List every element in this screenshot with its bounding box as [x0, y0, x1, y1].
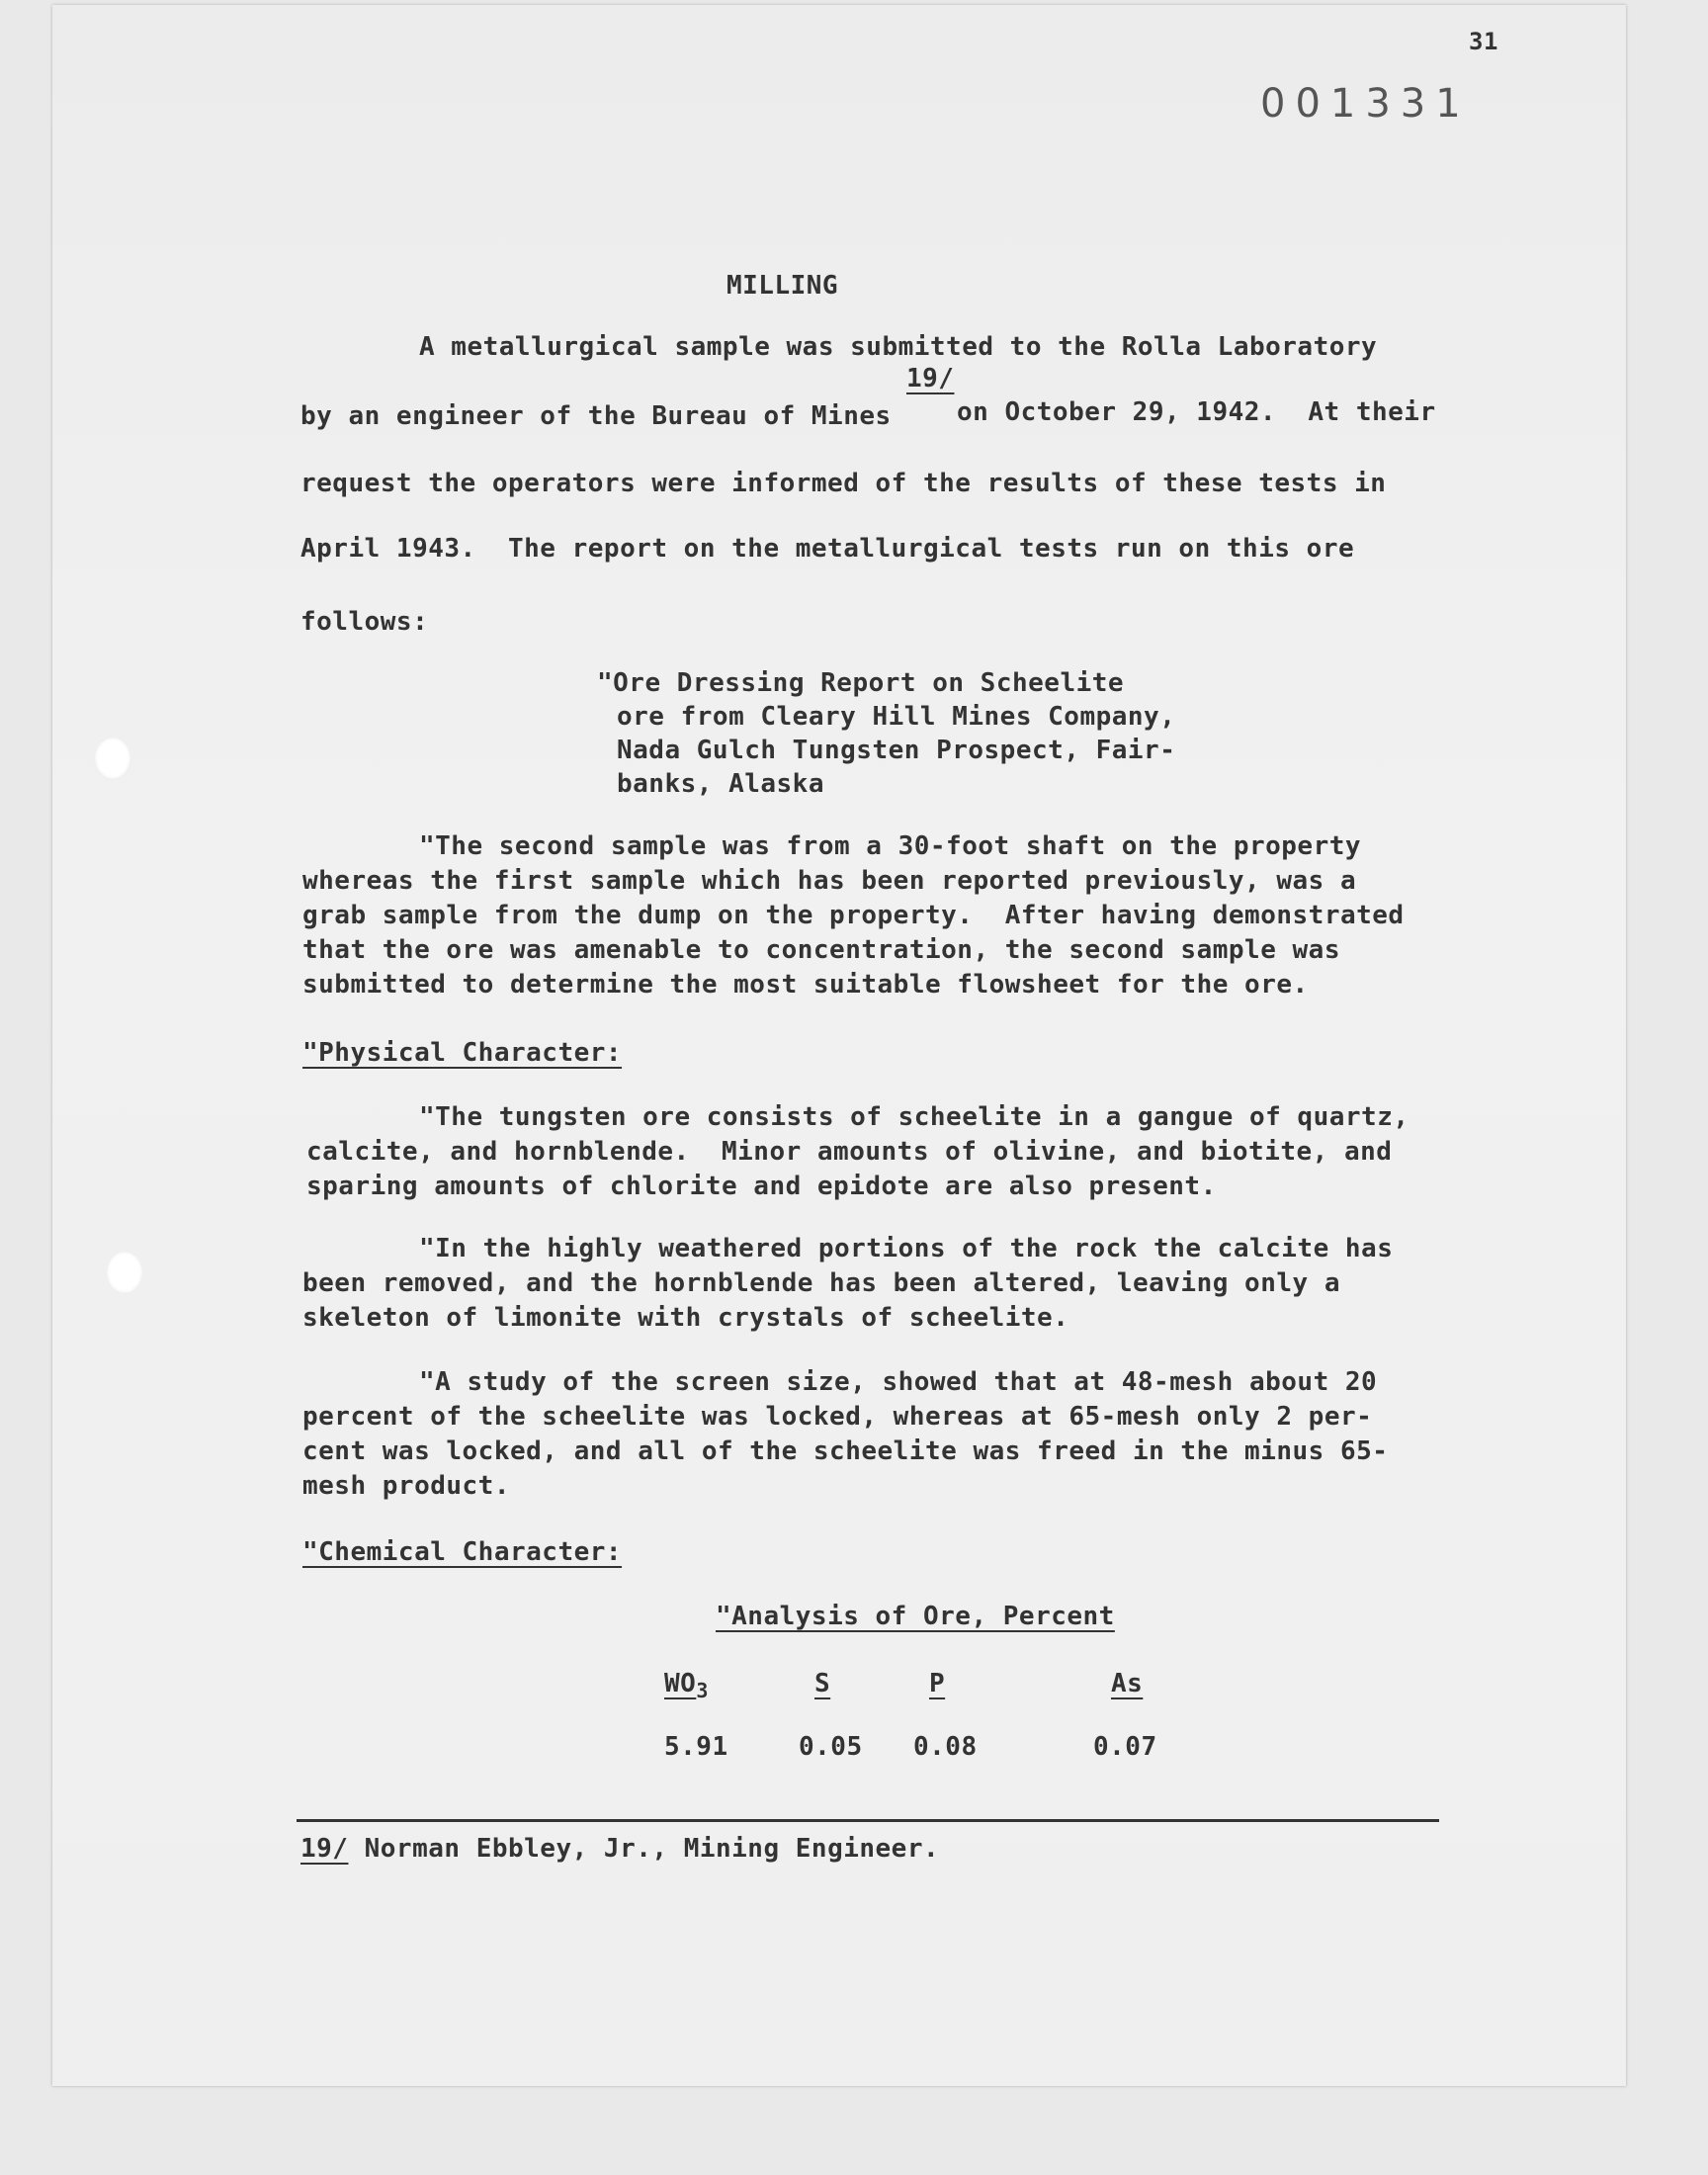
- footnote-reference: 19/: [906, 364, 955, 393]
- footnote-text: Norman Ebbley, Jr., Mining Engineer.: [348, 1834, 940, 1864]
- binder-hole-top: [94, 737, 131, 780]
- binder-hole-bottom: [106, 1251, 143, 1294]
- table-header-wo3: $WO_3$: [664, 1669, 709, 1703]
- footnote: [300, 1834, 939, 1864]
- paragraph-line: cent was locked, and all of the scheelite was freed in the minus 65-: [302, 1436, 1389, 1466]
- paragraph-line: whereas the first sample which has been reported previously, was a: [302, 866, 1357, 896]
- table-header-as: As: [1111, 1669, 1144, 1698]
- table-cell-wo3: 5.91: [664, 1732, 728, 1762]
- table-cell-as: 0.07: [1093, 1732, 1157, 1762]
- paragraph-line: "In the highly weathered portions of the rock the calcite has: [419, 1234, 1394, 1263]
- paragraph-line: sparing amounts of chlorite and epidote are also present.: [306, 1172, 1217, 1201]
- page-number: 31: [1469, 28, 1498, 55]
- table-cell-p: 0.08: [913, 1732, 978, 1762]
- paragraph-line: been removed, and the hornblende has been altered, leaving only a: [302, 1268, 1340, 1298]
- footnote-rule: [297, 1819, 1439, 1822]
- report-title-line: banks, Alaska: [617, 769, 824, 799]
- paragraph-line: "The tungsten ore consists of scheelite in a gangue of quartz,: [419, 1102, 1409, 1132]
- intro-line-3: request the operators were informed of the results of these tests in: [300, 469, 1387, 498]
- footnote-marker: 19/: [300, 1834, 349, 1864]
- table-header-p: P: [929, 1669, 946, 1698]
- intro-line-5: follows:: [300, 607, 429, 637]
- intro-line-1: A metallurgical sample was submitted to the Rolla Laboratory: [419, 332, 1378, 362]
- document-page: [52, 5, 1626, 2086]
- paragraph-line: "A study of the screen size, showed that at 48-mesh about 20: [419, 1367, 1378, 1397]
- paragraph-line: percent of the scheelite was locked, whereas at 65-mesh only 2 per-: [302, 1402, 1373, 1432]
- paragraph-line: skeleton of limonite with crystals of scheelite.: [302, 1303, 1069, 1333]
- intro-line-4: April 1943. The report on the metallurgical tests run on this ore: [300, 534, 1355, 564]
- intro-line-2a: by an engineer of the Bureau of Mines: [300, 401, 892, 431]
- report-title-line: Nada Gulch Tungsten Prospect, Fair-: [617, 736, 1176, 765]
- report-title-line: "Ore Dressing Report on Scheelite: [597, 668, 1125, 698]
- paragraph-line: submitted to determine the most suitable flowsheet for the ore.: [302, 970, 1309, 1000]
- paragraph-line: mesh product.: [302, 1471, 510, 1501]
- paragraph-line: "The second sample was from a 30-foot shaft on the property: [419, 831, 1362, 861]
- intro-line-2b: on October 29, 1942. At their: [957, 397, 1436, 427]
- paragraph-line: grab sample from the dump on the property. After having demonstrated: [302, 901, 1405, 930]
- section-heading-chemical: "Chemical Character:: [302, 1537, 623, 1567]
- document-stamp-number: 001331: [1260, 81, 1471, 127]
- page-title: MILLING: [726, 271, 839, 301]
- table-header-s: S: [814, 1669, 831, 1698]
- table-cell-s: 0.05: [799, 1732, 863, 1762]
- paragraph-line: that the ore was amenable to concentration, the second sample was: [302, 935, 1340, 965]
- report-title-line: ore from Cleary Hill Mines Company,: [617, 702, 1176, 732]
- paragraph-line: calcite, and hornblende. Minor amounts of olivine, and biotite, and: [306, 1137, 1393, 1167]
- section-heading-physical: "Physical Character:: [302, 1038, 623, 1068]
- analysis-table-title: "Analysis of Ore, Percent: [716, 1602, 1115, 1631]
